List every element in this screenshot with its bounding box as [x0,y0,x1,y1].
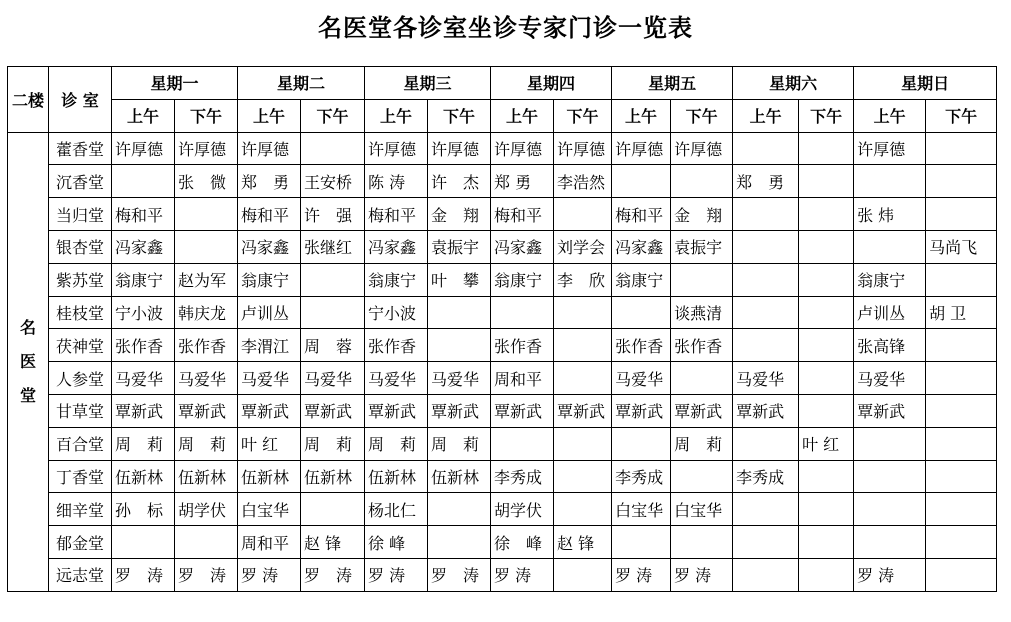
doctor-cell: 韩庆龙 [175,296,238,329]
doctor-cell [799,132,854,165]
doctor-cell [799,198,854,231]
doctor-cell [612,526,671,559]
doctor-cell: 伍新林 [428,460,491,493]
am-header: 上午 [733,99,799,132]
table-row [8,558,997,591]
doctor-cell [554,558,612,591]
doctor-cell: 白宝华 [612,493,671,526]
doctor-cell: 冯家鑫 [612,230,671,263]
doctor-cell: 马爱华 [301,362,365,395]
doctor-cell: 赵 锋 [554,526,612,559]
doctor-cell: 许厚德 [554,132,612,165]
doctor-cell: 许厚德 [238,132,301,165]
doctor-cell [799,558,854,591]
am-header: 上午 [854,99,926,132]
doctor-cell: 周 莉 [112,427,175,460]
doctor-cell: 许厚德 [854,132,926,165]
doctor-cell: 张高锋 [854,329,926,362]
doctor-cell: 覃新武 [238,394,301,427]
doctor-cell: 伍新林 [175,460,238,493]
doctor-cell: 伍新林 [365,460,428,493]
doctor-cell [554,296,612,329]
day-header: 星期二 [238,67,365,100]
doctor-cell [301,263,365,296]
table-row [8,526,997,559]
table-row [8,132,997,165]
doctor-cell: 覃新武 [733,394,799,427]
doctor-cell: 胡学伏 [175,493,238,526]
doctor-cell [671,165,733,198]
doctor-cell [301,296,365,329]
doctor-cell [175,198,238,231]
doctor-cell: 郑 勇 [238,165,301,198]
doctor-cell: 李秀成 [612,460,671,493]
doctor-cell: 宁小波 [365,296,428,329]
doctor-cell: 宁小波 [112,296,175,329]
pm-header: 下午 [301,99,365,132]
doctor-cell: 覃新武 [554,394,612,427]
doctor-cell [926,427,997,460]
doctor-cell: 叶 红 [238,427,301,460]
page-title: 名医堂各诊室坐诊专家门诊一览表 [318,14,693,42]
day-header: 星期日 [854,67,997,100]
doctor-cell [926,198,997,231]
doctor-cell: 张作香 [612,329,671,362]
doctor-cell: 胡 卫 [926,296,997,329]
table-row [8,394,997,427]
doctor-cell: 张作香 [491,329,554,362]
doctor-cell [854,460,926,493]
doctor-cell: 郑 勇 [491,165,554,198]
doctor-cell [428,526,491,559]
day-header: 星期三 [365,67,491,100]
doctor-cell: 张作香 [175,329,238,362]
pm-header: 下午 [428,99,491,132]
table-row [8,362,997,395]
doctor-cell [301,132,365,165]
doctor-cell [854,165,926,198]
doctor-cell: 许 杰 [428,165,491,198]
doctor-cell [799,526,854,559]
doctor-cell: 许厚德 [491,132,554,165]
doctor-cell: 周 蓉 [301,329,365,362]
am-header: 上午 [612,99,671,132]
doctor-cell: 周 莉 [428,427,491,460]
doctor-cell [554,198,612,231]
doctor-cell: 梅和平 [365,198,428,231]
doctor-cell [612,165,671,198]
doctor-cell [671,526,733,559]
doctor-cell: 陈 涛 [365,165,428,198]
doctor-cell: 周 莉 [365,427,428,460]
doctor-cell [926,362,997,395]
doctor-cell: 周 莉 [671,427,733,460]
doctor-cell: 伍新林 [238,460,301,493]
doctor-cell [671,263,733,296]
group-label-char: 堂 [19,385,36,405]
doctor-cell: 马爱华 [612,362,671,395]
room-name: 桂枝堂 [49,296,112,329]
doctor-cell: 翁康宁 [238,263,301,296]
doctor-cell: 叶 红 [799,427,854,460]
doctor-cell [799,165,854,198]
doctor-cell [926,394,997,427]
doctor-cell: 叶 攀 [428,263,491,296]
table-row [8,329,997,362]
pm-header: 下午 [799,99,854,132]
doctor-cell [554,460,612,493]
doctor-cell [554,427,612,460]
table-row [8,230,997,263]
table-row [8,198,997,231]
doctor-cell [428,493,491,526]
doctor-cell [175,230,238,263]
doctor-cell: 罗 涛 [175,558,238,591]
doctor-cell [733,526,799,559]
doctor-cell: 翁康宁 [365,263,428,296]
doctor-cell: 许厚德 [175,132,238,165]
doctor-cell: 杨北仁 [365,493,428,526]
doctor-cell: 冯家鑫 [238,230,301,263]
doctor-cell [733,263,799,296]
doctor-cell: 梅和平 [238,198,301,231]
doctor-cell [733,427,799,460]
doctor-cell: 王安桥 [301,165,365,198]
doctor-cell: 许 强 [301,198,365,231]
doctor-cell: 李秀成 [491,460,554,493]
doctor-cell: 覃新武 [428,394,491,427]
doctor-cell [733,493,799,526]
doctor-cell: 覃新武 [112,394,175,427]
day-header: 星期一 [112,67,238,100]
doctor-cell [926,526,997,559]
doctor-cell [854,230,926,263]
doctor-cell [554,329,612,362]
doctor-cell [554,493,612,526]
doctor-cell [428,329,491,362]
room-name: 当归堂 [49,198,112,231]
doctor-cell: 孙 标 [112,493,175,526]
doctor-cell [491,296,554,329]
room-name: 远志堂 [49,558,112,591]
doctor-cell: 张继红 [301,230,365,263]
doctor-cell: 冯家鑫 [112,230,175,263]
doctor-cell: 冯家鑫 [365,230,428,263]
doctor-cell [175,526,238,559]
doctor-cell: 许厚德 [612,132,671,165]
pm-header: 下午 [671,99,733,132]
group-label-char: 名 [19,317,36,337]
doctor-cell: 张作香 [365,329,428,362]
doctor-cell: 罗 涛 [671,558,733,591]
doctor-cell [799,296,854,329]
doctor-cell: 伍新林 [112,460,175,493]
doctor-cell: 罗 涛 [491,558,554,591]
doctor-cell: 伍新林 [301,460,365,493]
doctor-cell [612,296,671,329]
room-name: 沉香堂 [49,165,112,198]
doctor-cell: 罗 涛 [238,558,301,591]
doctor-cell: 罗 涛 [428,558,491,591]
doctor-cell: 张 微 [175,165,238,198]
doctor-cell [554,362,612,395]
group-label [8,132,49,591]
doctor-cell: 许厚德 [365,132,428,165]
doctor-cell [671,460,733,493]
doctor-cell [926,460,997,493]
doctor-cell [799,230,854,263]
am-header: 上午 [491,99,554,132]
pm-header: 下午 [554,99,612,132]
header-row-days [8,67,997,100]
doctor-cell: 白宝华 [671,493,733,526]
doctor-cell: 徐 峰 [365,526,428,559]
doctor-cell: 袁振宇 [428,230,491,263]
doctor-cell: 马爱华 [175,362,238,395]
doctor-cell [491,427,554,460]
day-header: 星期五 [612,67,733,100]
doctor-cell: 许厚德 [671,132,733,165]
doctor-cell: 梅和平 [491,198,554,231]
doctor-cell: 覃新武 [491,394,554,427]
doctor-cell: 李 欣 [554,263,612,296]
room-name: 藿香堂 [49,132,112,165]
doctor-cell: 马爱华 [428,362,491,395]
doctor-cell: 马爱华 [733,362,799,395]
doctor-cell: 梅和平 [612,198,671,231]
doctor-cell [926,132,997,165]
doctor-cell [733,329,799,362]
doctor-cell [733,230,799,263]
doctor-cell [428,296,491,329]
doctor-cell: 周和平 [491,362,554,395]
doctor-cell [112,165,175,198]
doctor-cell [112,526,175,559]
day-header: 星期六 [733,67,854,100]
room-header: 诊 室 [49,67,112,133]
doctor-cell: 翁康宁 [491,263,554,296]
doctor-cell [799,362,854,395]
group-label-char: 医 [19,351,36,371]
doctor-cell [926,493,997,526]
doctor-cell: 胡学伏 [491,493,554,526]
doctor-cell: 周和平 [238,526,301,559]
doctor-cell: 周 莉 [301,427,365,460]
doctor-cell [926,558,997,591]
header-row-periods [8,99,997,132]
am-header: 上午 [238,99,301,132]
doctor-cell: 马爱华 [365,362,428,395]
doctor-cell: 马尚飞 [926,230,997,263]
floor-label: 二楼 [8,67,49,133]
doctor-cell: 周 莉 [175,427,238,460]
room-name: 甘草堂 [49,394,112,427]
doctor-cell [733,558,799,591]
doctor-cell: 白宝华 [238,493,301,526]
doctor-cell [733,198,799,231]
doctor-cell [733,296,799,329]
doctor-cell: 张作香 [112,329,175,362]
doctor-cell [612,427,671,460]
doctor-cell [926,329,997,362]
room-name: 郁金堂 [49,526,112,559]
pm-header: 下午 [175,99,238,132]
room-name: 紫苏堂 [49,263,112,296]
doctor-cell: 张 炜 [854,198,926,231]
table-row [8,263,997,296]
room-name: 丁香堂 [49,460,112,493]
doctor-cell: 赵为军 [175,263,238,296]
doctor-cell: 李浩然 [554,165,612,198]
table-row [8,460,997,493]
table-row [8,493,997,526]
am-header: 上午 [365,99,428,132]
doctor-cell [854,493,926,526]
doctor-cell: 刘学会 [554,230,612,263]
room-name: 细辛堂 [49,493,112,526]
doctor-cell [799,263,854,296]
doctor-cell: 卢训丛 [854,296,926,329]
doctor-cell: 赵 锋 [301,526,365,559]
doctor-cell: 覃新武 [365,394,428,427]
doctor-cell: 张作香 [671,329,733,362]
doctor-cell: 许厚德 [428,132,491,165]
table-row [8,165,997,198]
doctor-cell: 罗 涛 [301,558,365,591]
doctor-cell: 李渭江 [238,329,301,362]
doctor-cell: 覃新武 [612,394,671,427]
room-name: 百合堂 [49,427,112,460]
doctor-cell: 郑 勇 [733,165,799,198]
doctor-cell: 李秀成 [733,460,799,493]
doctor-cell: 覃新武 [854,394,926,427]
doctor-cell [799,394,854,427]
day-header: 星期四 [491,67,612,100]
doctor-cell [799,460,854,493]
doctor-cell: 罗 涛 [112,558,175,591]
table-row [8,427,997,460]
doctor-cell: 覃新武 [671,394,733,427]
doctor-cell: 卢训丛 [238,296,301,329]
pm-header: 下午 [926,99,997,132]
doctor-cell: 袁振宇 [671,230,733,263]
doctor-cell: 谈燕清 [671,296,733,329]
doctor-cell: 金 翔 [671,198,733,231]
am-header: 上午 [112,99,175,132]
doctor-cell: 罗 涛 [612,558,671,591]
doctor-cell [733,132,799,165]
doctor-cell: 罗 涛 [365,558,428,591]
doctor-cell: 罗 涛 [854,558,926,591]
doctor-cell [671,362,733,395]
doctor-cell [799,329,854,362]
room-name: 人参堂 [49,362,112,395]
doctor-cell: 覃新武 [301,394,365,427]
doctor-cell [301,493,365,526]
doctor-cell: 覃新武 [175,394,238,427]
room-name: 茯神堂 [49,329,112,362]
schedule-table [7,66,997,592]
doctor-cell: 马爱华 [238,362,301,395]
doctor-cell: 翁康宁 [112,263,175,296]
doctor-cell: 冯家鑫 [491,230,554,263]
doctor-cell [926,263,997,296]
doctor-cell: 马爱华 [854,362,926,395]
doctor-cell: 许厚德 [112,132,175,165]
doctor-cell: 马爱华 [112,362,175,395]
doctor-cell [799,493,854,526]
doctor-cell [854,427,926,460]
doctor-cell [926,165,997,198]
doctor-cell: 翁康宁 [854,263,926,296]
doctor-cell: 金 翔 [428,198,491,231]
doctor-cell [854,526,926,559]
room-name: 银杏堂 [49,230,112,263]
doctor-cell: 徐 峰 [491,526,554,559]
doctor-cell: 翁康宁 [612,263,671,296]
table-row [8,296,997,329]
doctor-cell: 梅和平 [112,198,175,231]
